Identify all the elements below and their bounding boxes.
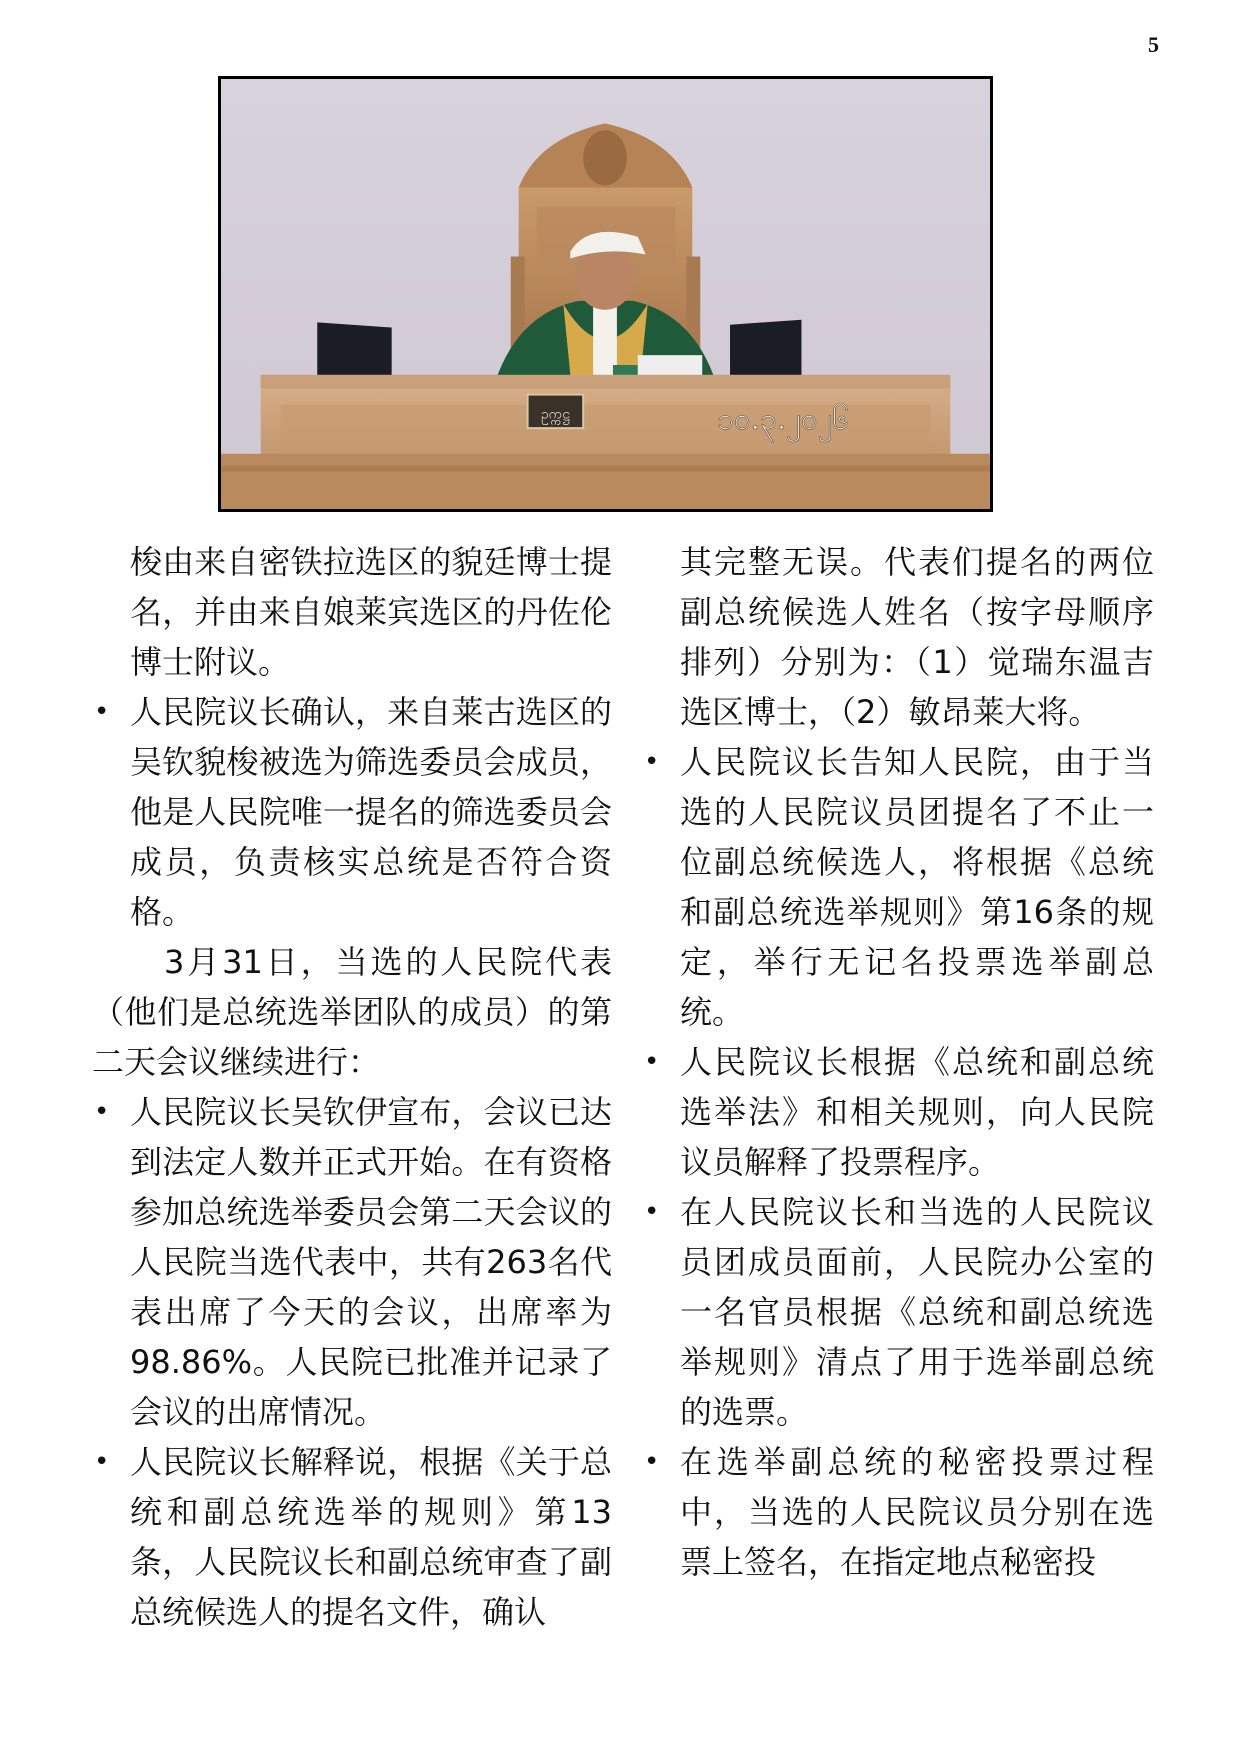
left-bullet-2 [92, 1087, 612, 1437]
bullet-dot: • [94, 1097, 110, 1127]
left-bullet-2-text: 人民院议长吴钦伊宣布，会议已达到法定人数并正式开始。在有资格参加总统选举委员会第二天会议的人民院当选代表中，共有263名代表出席了今天的会议，出席率为98.86%。人民院已批准并记录了会议的出席情况。 [130, 1093, 612, 1431]
bullet-dot: • [644, 1447, 660, 1477]
speaker-desk [221, 375, 990, 509]
left-bullet-1-text: 人民院议长确认，来自莱古选区的吴钦貌梭被选为筛选委员会成员，他是人民院唯一提名的筛选委员会成员，负责核实总统是否符合资格。 [130, 693, 612, 931]
right-bullet-4 [642, 1437, 1154, 1587]
bullet-dot: • [644, 747, 660, 777]
bullet-dot: • [94, 1447, 110, 1477]
left-paragraph: 3月31日，当选的人民院代表（他们是总统选举团队的成员）的第二天会议继续进行： [92, 943, 612, 1081]
right-bullet-3-text: 在人民院议长和当选的人民院议员团成员面前，人民院办公室的一名官员根据《总统和副总统选举规则》清点了用于选举副总统的选票。 [680, 1193, 1154, 1431]
left-bullet-1 [92, 687, 612, 937]
photo-illustration [221, 79, 990, 509]
name-plate-text: ဥက္ကဋ္ဌ [540, 406, 570, 423]
left-continuation-text: 梭由来自密铁拉选区的貌廷博士提名，并由来自娘莱宾选区的丹佐伦博士附议。 [130, 543, 612, 681]
page-number: 5 [1148, 32, 1159, 57]
left-bullet-3-text: 人民院议长解释说，根据《关于总统和副总统选举的规则》第13条，人民院议长和副总统审查了副总统候选人的提名文件，确认 [130, 1443, 612, 1631]
bullet-dot: • [644, 1047, 660, 1077]
right-column [642, 537, 1154, 1587]
right-bullet-3 [642, 1187, 1154, 1437]
right-bullet-2 [642, 1037, 1154, 1187]
right-continuation-text: 其完整无误。代表们提名的两位副总统候选人姓名（按字母顺序排列）分别为：（1）觉瑞东温吉选区博士，（2）敏昂莱大将。 [680, 543, 1154, 731]
right-bullet-1 [642, 737, 1154, 1037]
date-stamp: ၁၀.၃.၂၀၂၆ [717, 401, 849, 437]
parliament-speaker-photo [218, 76, 993, 512]
right-bullet-2-text: 人民院议长根据《总统和副总统选举法》和相关规则，向人民院议员解释了投票程序。 [680, 1043, 1154, 1181]
right-bullet-1-text: 人民院议长告知人民院，由于当选的人民院议员团提名了不止一位副总统候选人，将根据《总统和副总统选举规则》第16条的规定，举行无记名投票选举副总统。 [680, 743, 1154, 1031]
left-column [92, 537, 612, 1637]
left-bullet-3 [92, 1437, 612, 1637]
bullet-dot: • [94, 697, 110, 727]
bullet-dot: • [644, 1197, 660, 1227]
right-bullet-4-text: 在选举副总统的秘密投票过程中，当选的人民院议员分别在选票上签名，在指定地点秘密投 [680, 1443, 1154, 1581]
